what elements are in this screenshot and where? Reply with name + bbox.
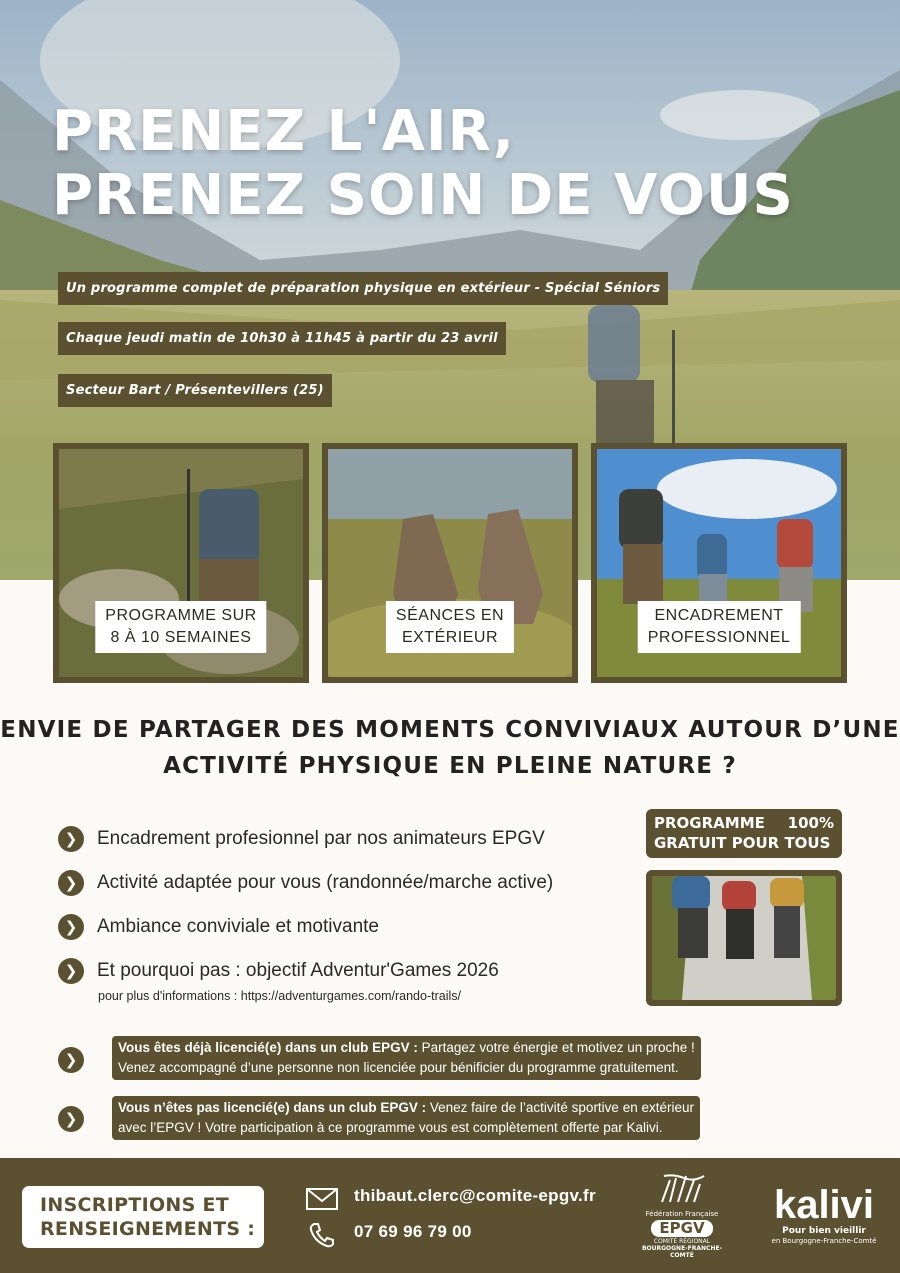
location-tag: Secteur Bart / Présentevillers (25)	[58, 374, 332, 407]
feature-card-duration	[53, 443, 309, 683]
epgv-comite: COMITÉ RÉGIONAL	[653, 1238, 711, 1245]
phone-icon	[308, 1222, 334, 1248]
card-label	[386, 601, 514, 653]
card-label-line2: PROFESSIONNEL	[647, 629, 791, 646]
title-line-1: PRENEZ L'AIR,	[52, 99, 516, 164]
phone-number[interactable]: 07 69 96 79 00	[354, 1222, 472, 1241]
epgv-name: EPGV	[651, 1220, 712, 1237]
kalivi-region: en Bourgogne-Franche-Comté	[771, 1237, 877, 1245]
note-line2: avec l’EPGV ! Votre participation à ce programme vous est complètement offerte par Kalivi.	[118, 1120, 663, 1135]
note-not-licensed	[112, 1096, 700, 1140]
card-label	[638, 601, 801, 653]
epgv-figures-icon	[652, 1172, 712, 1206]
badge-word1: PROGRAMME	[654, 814, 765, 832]
bullet-item	[58, 826, 545, 852]
card-label-line1: ENCADREMENT	[654, 607, 784, 624]
note-line2: Venez accompagné d’une personne non licenciée pour bénificier du programme gratuitement.	[118, 1060, 679, 1075]
title-line-2: PRENEZ SOIN DE VOUS	[52, 163, 794, 228]
note-text: Partagez votre énergie et motivez un proche !	[417, 1040, 695, 1055]
inscriptions-line2: RENSEIGNEMENTS :	[40, 1218, 256, 1240]
card-label	[95, 601, 266, 653]
chevron-right-icon: ❯	[58, 1047, 84, 1073]
chevron-right-icon: ❯	[58, 958, 84, 984]
epgv-federation: Fédération Française	[645, 1210, 719, 1218]
note-bold: Vous êtes déjà licencié(e) dans un club EPGV :	[118, 1040, 418, 1055]
group-hikers-photo	[597, 449, 841, 677]
bullet-item	[58, 958, 499, 984]
note-bold: Vous n’êtes pas licencié(e) dans un club EPGV :	[118, 1100, 427, 1115]
page-title	[52, 100, 794, 228]
note-text: Venez faire de l’activité sportive en extérieur	[426, 1100, 694, 1115]
card-label-line2: EXTÉRIEUR	[401, 629, 499, 646]
bullet-text: Encadrement profesionnel par nos animateurs EPGV	[97, 828, 545, 849]
bullet-item	[58, 870, 553, 896]
note-chevron	[58, 1047, 84, 1073]
epgv-region: BOURGOGNE-FRANCHE-COMTÉ	[641, 1245, 723, 1259]
envelope-icon	[306, 1188, 338, 1210]
card-label-line1: PROGRAMME SUR	[105, 607, 257, 624]
program-tag: Un programme complet de préparation physique en extérieur - Spécial Séniors	[58, 272, 668, 305]
more-info-link-text[interactable]: pour plus d'informations : https://adventurgames.com/rando-trails/	[98, 989, 461, 1003]
bullet-item	[58, 914, 379, 940]
bullet-text: Et pourquoi pas : objectif Adventur'Games 2026	[97, 960, 499, 981]
question-heading	[0, 712, 900, 784]
free-program-badge	[646, 809, 842, 858]
card-label-line1: SÉANCES EN	[395, 607, 505, 624]
walkers-photo	[646, 870, 842, 1006]
inscriptions-line1: INSCRIPTIONS ET	[40, 1194, 230, 1216]
bullet-text: Ambiance conviviale et motivante	[97, 916, 379, 937]
footer	[0, 1158, 900, 1273]
question-line2: ACTIVITÉ PHYSIQUE EN PLEINE NATURE ?	[163, 753, 737, 779]
hiking-boots-photo	[328, 449, 572, 677]
bullet-text: Activité adaptée pour vous (randonnée/marche active)	[97, 872, 554, 893]
feature-card-supervision	[591, 443, 847, 683]
feature-card-outdoor	[322, 443, 578, 683]
note-licensed	[112, 1036, 701, 1080]
chevron-right-icon: ❯	[58, 914, 84, 940]
kalivi-slogan: Pour bien vieillir	[782, 1226, 866, 1236]
inscriptions-label	[22, 1186, 264, 1248]
email-link[interactable]: thibaut.clerc@comite-epgv.fr	[354, 1186, 596, 1205]
note-chevron	[58, 1106, 84, 1132]
schedule-tag: Chaque jeudi matin de 10h30 à 11h45 à partir du 23 avril	[58, 322, 506, 355]
kalivi-name: kalivi	[773, 1183, 875, 1227]
hiking-trail-photo	[59, 449, 303, 677]
chevron-right-icon: ❯	[58, 826, 84, 852]
chevron-right-icon: ❯	[58, 870, 84, 896]
badge-line2: GRATUIT POUR TOUS	[654, 834, 831, 852]
chevron-right-icon: ❯	[58, 1106, 84, 1132]
kalivi-logo	[762, 1184, 886, 1246]
epgv-logo	[632, 1172, 732, 1259]
badge-word2: 100%	[787, 814, 834, 832]
question-line1: ENVIE DE PARTAGER DES MOMENTS CONVIVIAUX AUTOUR D’UNE	[0, 717, 900, 743]
card-label-line2: 8 À 10 SEMAINES	[110, 629, 252, 646]
